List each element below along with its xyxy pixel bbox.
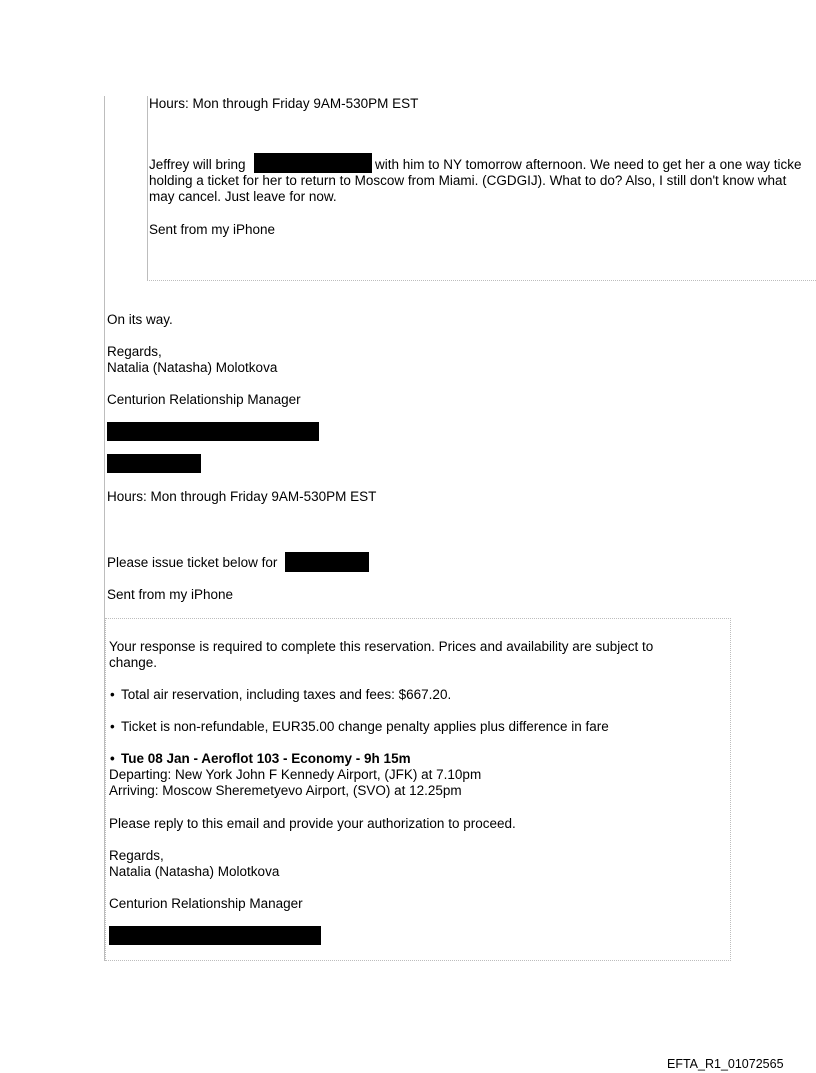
jeffrey-line2: holding a ticket for her to return to Moscow from Miami. (CGDGIJ). What to do? Also, I still don't know what <box>149 173 787 188</box>
inner-hours: Hours: Mon through Friday 9AM-530PM EST <box>149 96 419 111</box>
reservation-title: Centurion Relationship Manager <box>109 896 303 911</box>
reply-title: Centurion Relationship Manager <box>107 392 301 407</box>
reply-hours: Hours: Mon through Friday 9AM-530PM EST <box>107 489 377 504</box>
redaction-block <box>107 422 319 441</box>
redaction-block <box>254 153 372 173</box>
reply-on-its-way: On its way. <box>107 312 173 327</box>
reply-sent-from: Sent from my iPhone <box>107 587 234 602</box>
bullet: • <box>110 687 115 702</box>
bullet: • <box>110 751 115 766</box>
reservation-ticket-terms: Ticket is non-refundable, EUR35.00 change penalty applies plus difference in fare <box>121 719 609 734</box>
jeffrey-line1-start: Jeffrey will bring <box>149 157 246 172</box>
flight-arriving: Arriving: Moscow Sheremetyevo Airport, (SVO) at 12.25pm <box>109 783 462 798</box>
flight-header: Tue 08 Jan - Aeroflot 103 - Economy - 9h 15m <box>121 751 411 766</box>
redaction-block <box>285 552 369 572</box>
reservation-intro-line1: Your response is required to complete this reservation. Prices and availability are subject to <box>109 639 654 654</box>
redaction-block <box>107 454 201 473</box>
flight-departing: Departing: New York John F Kennedy Airport, (JFK) at 7.10pm <box>109 767 482 782</box>
reply-issue-ticket: Please issue ticket below for <box>107 555 278 570</box>
jeffrey-line3: may cancel. Just leave for now. <box>149 189 337 204</box>
bullet: • <box>110 719 115 734</box>
reply-regards: Regards, <box>107 344 162 359</box>
reservation-regards: Regards, <box>109 848 164 863</box>
reservation-reply-request: Please reply to this email and provide your authorization to proceed. <box>109 816 516 831</box>
reply-name: Natalia (Natasha) Molotkova <box>107 360 278 375</box>
quote-inner-bottom-border <box>147 280 816 281</box>
document-id: EFTA_R1_01072565 <box>667 1057 784 1071</box>
jeffrey-line1-end: with him to NY tomorrow afternoon. We need to get her a one way ticke <box>375 157 802 172</box>
reservation-name: Natalia (Natasha) Molotkova <box>109 864 280 879</box>
reservation-intro-line2: change. <box>109 655 158 670</box>
redaction-block <box>109 926 321 945</box>
inner-sent-from: Sent from my iPhone <box>149 222 276 237</box>
reservation-total: Total air reservation, including taxes and fees: $667.20. <box>121 687 452 702</box>
quote-border-inner <box>147 96 148 280</box>
